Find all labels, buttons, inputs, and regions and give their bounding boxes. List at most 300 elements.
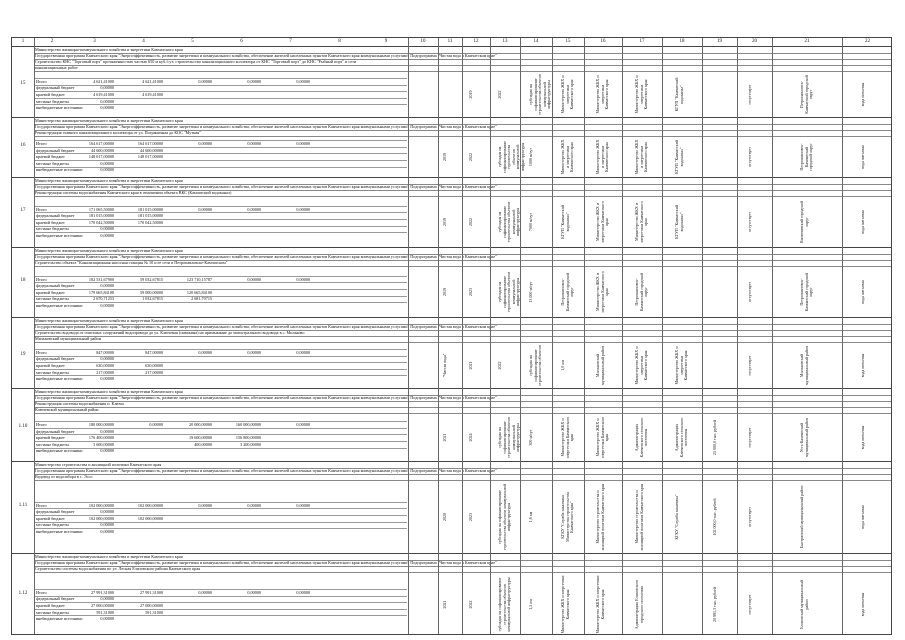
rotated-cell-text: Администрация Елизовского городского поселения <box>634 579 644 630</box>
section-header-text: Министерство жилищно-коммунального хозяйства и энергетики Камчатского края <box>35 389 183 394</box>
financing-row-label: внебюджетные источники <box>36 448 83 454</box>
column-divider <box>34 38 35 634</box>
financing-table <box>34 589 407 623</box>
section-header-text: Государственная программа Камчатского края "Энергоэффективность, развитие энергетики и коммунального хозяйства, обеспечение жителей населенных пунктов Камчатского края коммунальными услугами" Подпрограмма "Чистая вода в Камчатском крае" <box>35 395 497 400</box>
section-header-text: Государственная программа Камчатского края "Энергоэффективность, развитие энергетики и коммунального хозяйства, обеспечение жителей населенных пунктов Камчатского края коммунальными услугами" Подпрограмма "Чистая вода в Камчатском крае" <box>35 53 497 58</box>
financing-value: 2 670,71253 <box>93 296 114 302</box>
rotated-cell-text: 13 000 м/сут <box>528 281 533 303</box>
financing-value: 0,00000 <box>100 376 114 382</box>
financing-value: 0,00000 <box>100 85 114 91</box>
financing-row-label: федеральный бюджет <box>36 356 75 362</box>
financing-row-label: федеральный бюджет <box>36 147 75 153</box>
financing-row-label: Итого <box>36 349 47 355</box>
rotated-cell-text: Министерство ЖКХ и энергетики Камчатского края <box>634 201 649 243</box>
rotated-cell-text: субсидия на софинансирование строительства объектов <box>528 345 543 386</box>
financing-value: 591,31000 <box>145 609 163 615</box>
rotated-cell-text: Усть-Камчатский муниципальный район <box>799 418 809 457</box>
rotated-cell-text: КГУП "Камчатский водоканал" <box>674 77 684 112</box>
section-header-text: Государственная программа Камчатского края "Энергоэффективность, развитие энергетики и коммунального хозяйства, обеспечение жителей населенных пунктов Камчатского края коммунальными услугами" Подпрограмма "Чистая вода в Камчатском крае" <box>35 560 497 565</box>
column-number: 4 <box>142 39 145 44</box>
rotated-cell-text: "Чистая вода" <box>442 353 447 378</box>
financing-value: 148 017,00000 <box>137 154 163 160</box>
rotated-cell-text: 1,6 км <box>528 511 533 523</box>
financing-value: 148 017,00000 <box>88 154 114 160</box>
rotated-cell-text: 20 991,3 тыс. рублей <box>711 587 717 622</box>
column-number: 18 <box>679 39 685 44</box>
rotated-cell-text: 2021 <box>442 600 447 609</box>
financing-value: 164 617,00000 <box>88 141 114 147</box>
financing-value: 4 621,41000 <box>142 78 163 84</box>
rotated-cell-text: 2020 <box>442 513 447 521</box>
rotated-cell-text: Министерство ЖКХ и энергетики Камчатского края <box>595 416 610 459</box>
project-section <box>12 553 891 636</box>
financing-row-label: внебюджетные источники <box>36 302 83 308</box>
financing-value: 0,00000 <box>198 349 212 355</box>
financing-value: 847,00000 <box>96 349 114 355</box>
financing-value: 170 042,50000 <box>88 219 114 225</box>
column-divider <box>662 38 663 634</box>
section-header-text: Государственная программа Камчатского края "Энергоэффективность, развитие энергетики и коммунального хозяйства, обеспечение жителей населенных пунктов Камчатского края коммунальными услугами" Подпрограмма "Чистая вода в Камчатском крае" <box>35 124 497 129</box>
rotated-cell-text: отсутствует <box>746 355 752 376</box>
column-number: 15 <box>565 39 571 44</box>
financing-value: 0,00000 <box>247 78 261 84</box>
financing-row-label: местные бюджеты <box>36 226 69 232</box>
column-number: 20 <box>752 39 757 44</box>
section-header-text: Реконструкция системы водоснабжения п. Ключи <box>35 401 124 406</box>
rotated-cell-text: отсутствует <box>746 212 752 233</box>
section-header-text: Строительство КНС "Торговый порт" протяженностью частью 650 м куб./сут; строительство канализационного коллектора от КНС "Торговый порт" до КНС "Рыбный порт" и сети <box>35 59 357 64</box>
financing-row-label: местные бюджеты <box>36 522 69 528</box>
column-number: 16 <box>600 39 606 44</box>
rotated-cell-text: Мильковский муниципальный район <box>595 346 605 385</box>
rotated-cell-text: Петропавловск-Камчатский городской округ <box>799 75 814 114</box>
financing-row-label: внебюджетные источники <box>36 376 83 382</box>
financing-value: 0,00000 <box>149 421 163 427</box>
financing-row-label: краевой бюджет <box>36 435 65 441</box>
section-header-text: Министерство жилищно-коммунального хозяйства и энергетики Камчатского края <box>35 554 183 559</box>
financing-value: 0,00000 <box>100 167 114 173</box>
column-number: 3 <box>93 39 96 44</box>
financing-row-label: краевой бюджет <box>36 219 65 225</box>
financing-value: 59 000,00000 <box>139 289 163 295</box>
financing-row-label: Итого <box>36 502 47 508</box>
column-divider <box>490 38 491 634</box>
row-number: 16 <box>20 143 26 148</box>
section-header-text: Министерство жилищно-коммунального хозяйства и энергетики Камчатского края <box>35 178 183 183</box>
financing-value: 0,00000 <box>198 78 212 84</box>
rotated-cell-text: вода питьевая <box>859 145 865 169</box>
financing-row-label: краевой бюджет <box>36 92 65 98</box>
column-number: 7 <box>289 39 292 44</box>
column-number: 10 <box>420 39 426 44</box>
financing-table <box>34 502 407 536</box>
rotated-cell-text: КГУП "Камчатский водоканал" <box>674 140 684 174</box>
row-number: 1.12 <box>18 590 28 596</box>
financing-row-label: внебюджетные источники <box>36 105 83 111</box>
rotated-cell-text: Министерство ЖКХ и энергетики Камчатского края <box>595 201 610 243</box>
section-header-text: Министерство строительства и жилищной политики Камчатского края <box>35 462 162 467</box>
financing-row-label: федеральный бюджет <box>36 428 75 434</box>
rotated-cell-text: 2024 <box>468 433 473 442</box>
rotated-cell-text: КГКУ "Служба заказчика" <box>674 494 679 540</box>
financing-value: 59 032,67815 <box>139 276 163 282</box>
rotated-cell-text: отсутствует <box>746 282 752 303</box>
rotated-cell-text: 2019 <box>468 90 473 99</box>
rotated-cell-text: субсидия на софинансирование строительства объектов коммунальной инфраструктуры <box>497 417 521 458</box>
financing-value: 170 042,50000 <box>137 219 163 225</box>
financing-row-label: краевой бюджет <box>36 602 65 608</box>
financing-row-label: внебюджетные источники <box>36 167 83 173</box>
financing-row-label: местные бюджеты <box>36 609 69 615</box>
column-divider <box>772 38 773 634</box>
financing-value: 44 600,00000 <box>90 147 114 153</box>
financing-row-label: Итого <box>36 421 47 427</box>
financing-value: 182 531,67900 <box>88 276 114 282</box>
financing-row-label: местные бюджеты <box>36 441 69 447</box>
financing-value: 0,00000 <box>100 105 114 111</box>
rotated-cell-text: Петропавловск-Камчатский городской округ <box>560 272 575 312</box>
column-divider <box>552 38 553 634</box>
financing-row-label: краевой бюджет <box>36 515 65 521</box>
rotated-cell-text: субсидия на софинансирование строительства объектов коммунальной инфраструктуры <box>497 577 512 632</box>
financing-value: 0,00000 <box>100 356 114 362</box>
financing-row-label: краевой бюджет <box>36 363 65 369</box>
financing-value: 3 200,00000 <box>240 441 261 447</box>
column-number: 17 <box>639 39 645 44</box>
financing-value: 4 619,41000 <box>142 92 163 98</box>
financing-value: 0,00000 <box>296 502 310 508</box>
financing-row-label: краевой бюджет <box>36 289 65 295</box>
financing-value: 27 991,31000 <box>139 589 163 595</box>
project-section <box>12 461 891 553</box>
rotated-cell-text: 2019 <box>442 153 447 161</box>
financing-value: 0,00000 <box>296 141 310 147</box>
financing-value: 0,00000 <box>198 206 212 212</box>
financing-row-label: внебюджетные источники <box>36 529 83 535</box>
column-number: 8 <box>338 39 341 44</box>
financing-value: 180 000,00000 <box>88 421 114 427</box>
financing-value: 0,00000 <box>100 232 114 238</box>
rotated-cell-text: 102 000,0 тыс. рублей <box>711 498 717 536</box>
column-number: 12 <box>473 39 479 44</box>
financing-value: 0,00000 <box>100 448 114 454</box>
rotated-cell-text: отсутствует <box>746 427 752 448</box>
rotated-cell-text: Министерство ЖКХ и энергетики Камчатского края <box>595 139 610 175</box>
financing-value: 102 000,00000 <box>88 515 114 521</box>
rotated-cell-text: Министерство ЖКХ и энергетики Камчатского края <box>634 346 649 385</box>
column-divider <box>520 38 521 634</box>
financing-value: 0,00000 <box>100 226 114 232</box>
column-divider <box>408 38 409 634</box>
financing-value: 171 065,50000 <box>88 206 114 212</box>
financing-value: 164 617,00000 <box>137 141 163 147</box>
rotated-cell-text: Министерство ЖКХ и энергетики Камчатского края <box>595 271 610 313</box>
rotated-cell-text: Елизовский муниципальный район <box>799 580 809 629</box>
rotated-cell-text: вода питьевая <box>859 280 865 304</box>
rotated-cell-text: отсутствует <box>746 147 752 168</box>
rotated-cell-text: вода питьевая <box>859 82 865 107</box>
rotated-cell-text: Министерство ЖКХ и энергетики Камчатского края <box>634 139 649 175</box>
rotated-cell-text: вода питьевая <box>859 505 865 529</box>
financing-value: 0,00000 <box>198 589 212 595</box>
financing-value: 0,00000 <box>247 502 261 508</box>
project-section <box>12 46 891 117</box>
financing-row-label: федеральный бюджет <box>36 596 75 602</box>
financing-value: 0,00000 <box>198 141 212 147</box>
section-header-text: Строительство объекта "Канализационная насосная станция № 10 и ее сети в Петропавловске-Камчатском" <box>35 260 228 265</box>
financing-value: 160 000,00000 <box>235 421 261 427</box>
financing-row-label: краевой бюджет <box>36 154 65 160</box>
column-number: 5 <box>191 39 194 44</box>
column-number: 6 <box>240 39 243 44</box>
rotated-cell-text: субсидия на софинансирование строительства объектов коммунальной инфраструктуры <box>497 140 525 174</box>
financing-value: 20 000,00000 <box>188 421 212 427</box>
column-divider <box>737 38 738 634</box>
rotated-cell-text: Петропавловск-Камчатский городской округ <box>634 272 649 312</box>
financing-value: 630,00000 <box>96 363 114 369</box>
rotated-cell-text: 300 м/сут <box>528 429 533 446</box>
financing-value: 19 600,00000 <box>188 435 212 441</box>
rotated-cell-text: Мильковский муниципальный район <box>799 346 809 385</box>
rotated-cell-text: субсидия на софинансирование строительства объектов коммунальной инфраструктуры <box>497 201 521 243</box>
rotated-cell-text: 2021 <box>442 433 447 442</box>
financing-row-label: федеральный бюджет <box>36 509 75 515</box>
rotated-cell-text: 2021 <box>468 361 473 370</box>
financing-value: 0,00000 <box>100 522 114 528</box>
rotated-cell-text: Администрация Ключевского сельского поселения <box>634 417 649 458</box>
financing-value: 0,00000 <box>100 302 114 308</box>
financing-table <box>34 421 407 455</box>
financing-value: 102 000,00000 <box>88 502 114 508</box>
financing-row-label: внебюджетные источники <box>36 616 83 622</box>
financing-row-label: внебюджетные источники <box>36 232 83 238</box>
column-divider <box>622 38 623 634</box>
financing-value: 3 600,00000 <box>93 441 114 447</box>
financing-value: 0,00000 <box>100 596 114 602</box>
rotated-cell-text: 2022 <box>468 218 473 226</box>
financing-value: 0,00000 <box>247 276 261 282</box>
row-number: 17 <box>20 208 26 213</box>
column-number: 14 <box>533 39 539 44</box>
rotated-cell-text: отсутствует <box>746 594 752 615</box>
rotated-cell-text: Администрация Ключевского сельского поселения <box>674 417 689 458</box>
project-section <box>12 317 891 388</box>
rotated-cell-text: Министерство ЖКХ и энергетики Камчатского края <box>674 346 689 385</box>
section-header-text: Министерство жилищно-коммунального хозяйства и энергетики Камчатского края <box>35 47 183 52</box>
financing-value: 102 000,00000 <box>137 502 163 508</box>
rotated-cell-text: Министерство ЖКХ и энергетики Камчатского края <box>595 575 605 634</box>
row-number: 1.10 <box>18 423 28 429</box>
financing-row-label: Итого <box>36 141 47 147</box>
column-divider <box>584 38 585 634</box>
financing-value: 123 710,15787 <box>186 276 212 282</box>
financing-value: 630,00000 <box>145 363 163 369</box>
financing-value: 0,00000 <box>100 509 114 515</box>
financing-row-label: местные бюджеты <box>36 160 69 166</box>
rotated-cell-text: КГУП "Камчатский водоканал" <box>674 205 684 239</box>
column-divider <box>462 38 463 634</box>
financing-value: 217,00000 <box>96 369 114 375</box>
rotated-cell-text: 2019 <box>442 288 447 296</box>
rotated-cell-text: субсидия на софинансирование строительства объектов коммунальной инфраструктуры <box>497 483 512 551</box>
rotated-cell-text: 7000 м/сут <box>528 212 533 232</box>
financing-value: 0,00000 <box>100 428 114 434</box>
rotated-cell-text: 2022 <box>468 600 473 609</box>
financing-value: 2 681,70715 <box>191 296 212 302</box>
financing-value: 400,00000 <box>194 441 212 447</box>
financing-value: 0,00000 <box>100 529 114 535</box>
financing-value: 0,00000 <box>296 349 310 355</box>
financing-value: 27 000,00000 <box>139 602 163 608</box>
column-number: 19 <box>717 39 722 44</box>
financing-row-label: федеральный бюджет <box>36 283 75 289</box>
financing-value: 591,31000 <box>96 609 114 615</box>
financing-row-label: местные бюджеты <box>36 98 69 104</box>
financing-value: 847,00000 <box>145 349 163 355</box>
rotated-cell-text: 2022 <box>468 153 473 161</box>
rotated-cell-text: субсидия на софинансирование строительства объектов коммунальной инфраструктуры <box>528 74 552 115</box>
rotated-cell-text: КГКУ "Служба заказчика Министерства строительства Камчатского края" <box>560 492 575 542</box>
financing-value: 0,00000 <box>100 98 114 104</box>
financing-value: 27 991,31000 <box>90 589 114 595</box>
rotated-cell-text: Вилючинский городской округ <box>799 200 809 244</box>
financing-value: 120 665,84100 <box>186 289 212 295</box>
rotated-cell-text: Быстринский муниципальный район <box>799 485 804 549</box>
financing-row-label: федеральный бюджет <box>36 85 75 91</box>
section-header-text: Государственная программа Камчатского края "Энергоэффективность, развитие энергетики и коммунального хозяйства, обеспечение жителей населенных пунктов Камчатского края коммунальными услугами" Подпрограмма "Чистая вода в Камчатском крае" <box>35 468 497 473</box>
rotated-cell-text: субсидия на софинансирование строительства объектов коммунальной инфраструктуры <box>497 271 521 313</box>
project-section <box>12 247 891 317</box>
rotated-cell-text: вода питьевая <box>859 210 865 234</box>
row-number: 19 <box>20 351 26 357</box>
column-divider <box>702 38 703 634</box>
financing-value: 156 800,00000 <box>235 435 261 441</box>
rotated-cell-text: Министерство ЖКХ и энергетики Камчатского края <box>560 575 570 634</box>
financing-table <box>34 206 407 240</box>
financing-value: 1 032,67815 <box>142 296 163 302</box>
column-number: 2 <box>50 39 54 44</box>
financing-value: 0,00000 <box>100 283 114 289</box>
financing-value: 102 000,00000 <box>137 515 163 521</box>
rotated-cell-text: Петропавловск-Камчатский городской округ <box>799 272 814 312</box>
financing-row-label: Итого <box>36 589 47 595</box>
column-number: 1 <box>21 39 25 44</box>
financing-table <box>34 349 407 383</box>
rotated-cell-text: 1,5 км <box>528 599 533 610</box>
row-number: 1.11 <box>18 503 28 508</box>
rotated-cell-text: 1000 м/сут <box>528 147 533 167</box>
project-section <box>12 177 891 247</box>
financing-value: 0,00000 <box>296 78 310 84</box>
rotated-cell-text: Министерство ЖКХ и энергетики Камчатского края <box>634 75 649 114</box>
rotated-cell-text: отсутствует <box>746 84 752 105</box>
rotated-cell-text: 2022 <box>497 361 502 370</box>
financing-row-label: Итого <box>36 276 47 282</box>
row-number: 18 <box>20 278 26 283</box>
rotated-cell-text: вода питьевая <box>859 592 865 617</box>
rotated-cell-text: 25 000,0 тыс. рублей <box>711 420 717 455</box>
document-sheet <box>11 37 892 635</box>
financing-value: 27 000,00000 <box>90 602 114 608</box>
section-header-text: канализационных работ <box>35 65 78 70</box>
section-header-text: Водовод от водозабора в с. Эссо <box>35 474 93 479</box>
financing-table <box>34 140 407 174</box>
section-header-text: Министерство жилищно-коммунального хозяйства и энергетики Камчатского края <box>35 248 183 253</box>
rotated-cell-text: вода питьевая <box>859 353 865 378</box>
financing-value: 0,00000 <box>296 206 310 212</box>
financing-row-label: Итого <box>36 78 47 84</box>
column-number: 9 <box>384 39 388 44</box>
rotated-cell-text: Министерство строительства и жилищной политики Камчатского края <box>595 483 605 551</box>
section-header-text: Ключевской муниципальный район <box>35 407 99 412</box>
section-header-text: Мильковский муниципальный район <box>35 336 101 341</box>
financing-row-label: федеральный бюджет <box>36 213 75 219</box>
rotated-cell-text: 1,0 км <box>560 360 565 371</box>
financing-value: 0,00000 <box>247 141 261 147</box>
row-number: 15 <box>20 80 26 86</box>
financing-row-label: Итого <box>36 206 47 212</box>
financing-value: 0,00000 <box>198 502 212 508</box>
rotated-cell-text: Министерство ЖКХ и энергетики Камчатского края <box>595 75 610 114</box>
financing-value: 0,00000 <box>100 160 114 166</box>
rotated-cell-text: КГУП "Камчатский водоканал" <box>560 205 570 239</box>
rotated-cell-text: Министерство ЖКХ и энергетики Камчатского края <box>560 75 575 114</box>
financing-value: 0,00000 <box>296 421 310 427</box>
section-header-text: Строительство водовода от очистных сооружений водопровода до ул. Ключевая (скважина) на примыкание до магистрального водовода в с. Мильково <box>35 330 305 335</box>
section-header-text: Государственная программа Камчатского края "Энергоэффективность, развитие энергетики и коммунального хозяйства, обеспечение жителей населенных пунктов Камчатского края коммунальными услугами" Подпрограмма "Чистая вода в Камчатском крае" <box>35 324 497 329</box>
financing-value: 0,00000 <box>247 589 261 595</box>
rotated-cell-text: Министерство ЖКХ и энергетики Камчатского края <box>560 139 575 175</box>
section-header-text: Реконструкция главного канализационного коллектора от ул. Пограничная до КОС "Мутная" <box>35 130 201 135</box>
financing-value: 181 015,00000 <box>137 206 163 212</box>
section-header-text: Реконструкция системы водоснабжения Камчатского края в отношении объекта ВКС (Камчатский водоканал) <box>35 190 232 195</box>
financing-value: 0,00000 <box>296 276 310 282</box>
rotated-cell-text: 2019 <box>442 218 447 226</box>
financing-table <box>34 78 407 112</box>
financing-value: 0,00000 <box>100 616 114 622</box>
section-header-text: Министерство жилищно-коммунального хозяйства и энергетики Камчатского края <box>35 318 183 323</box>
project-section <box>12 117 891 177</box>
rotated-cell-text: Петропавловск-Камчатский городской округ <box>799 143 814 171</box>
financing-row-label: местные бюджеты <box>36 369 69 375</box>
rotated-cell-text: 2022 <box>497 90 502 99</box>
rotated-cell-text: Министерство строительства и жилищной политики Камчатского края <box>634 483 644 551</box>
rotated-cell-text: Министерство ЖКХ и энергетики Камчатского края <box>560 416 575 459</box>
financing-row-label: местные бюджеты <box>36 296 69 302</box>
financing-value: 4 619,41000 <box>93 92 114 98</box>
financing-value: 0,00000 <box>296 589 310 595</box>
rotated-cell-text: вода питьевая <box>859 425 865 450</box>
section-header-text: Государственная программа Камчатского края "Энергоэффективность, развитие энергетики и коммунального хозяйства, обеспечение жителей населенных пунктов Камчатского края коммунальными услугами" Подпрограмма "Чистая вода в Камчатском крае" <box>35 254 497 259</box>
column-number: 22 <box>865 39 870 44</box>
rotated-cell-text: 2023 <box>468 288 473 296</box>
section-header-text: Строительство системы водоснабжения по ул. Лесная Елизовского района Камчатского края <box>35 566 201 571</box>
rotated-cell-text: отсутствует <box>746 507 752 528</box>
column-number: 21 <box>804 39 810 44</box>
financing-value: 181 015,00000 <box>137 213 163 219</box>
rotated-cell-text: 2023 <box>468 513 473 521</box>
financing-table <box>34 276 407 310</box>
financing-value: 179 665,84100 <box>88 289 114 295</box>
column-number: 13 <box>502 39 508 44</box>
column-divider <box>438 38 439 634</box>
financing-value: 176 400,00000 <box>88 435 114 441</box>
section-header-text: Государственная программа Камчатского края "Энергоэффективность, развитие энергетики и коммунального хозяйства, обеспечение жителей населенных пунктов Камчатского края коммунальными услугами" Подпрограмма "Чистая вода в Камчатском крае" <box>35 184 497 189</box>
financing-value: 0,00000 <box>247 206 261 212</box>
column-number: 11 <box>447 39 453 44</box>
financing-value: 0,00000 <box>247 349 261 355</box>
financing-value: 217,00000 <box>145 369 163 375</box>
